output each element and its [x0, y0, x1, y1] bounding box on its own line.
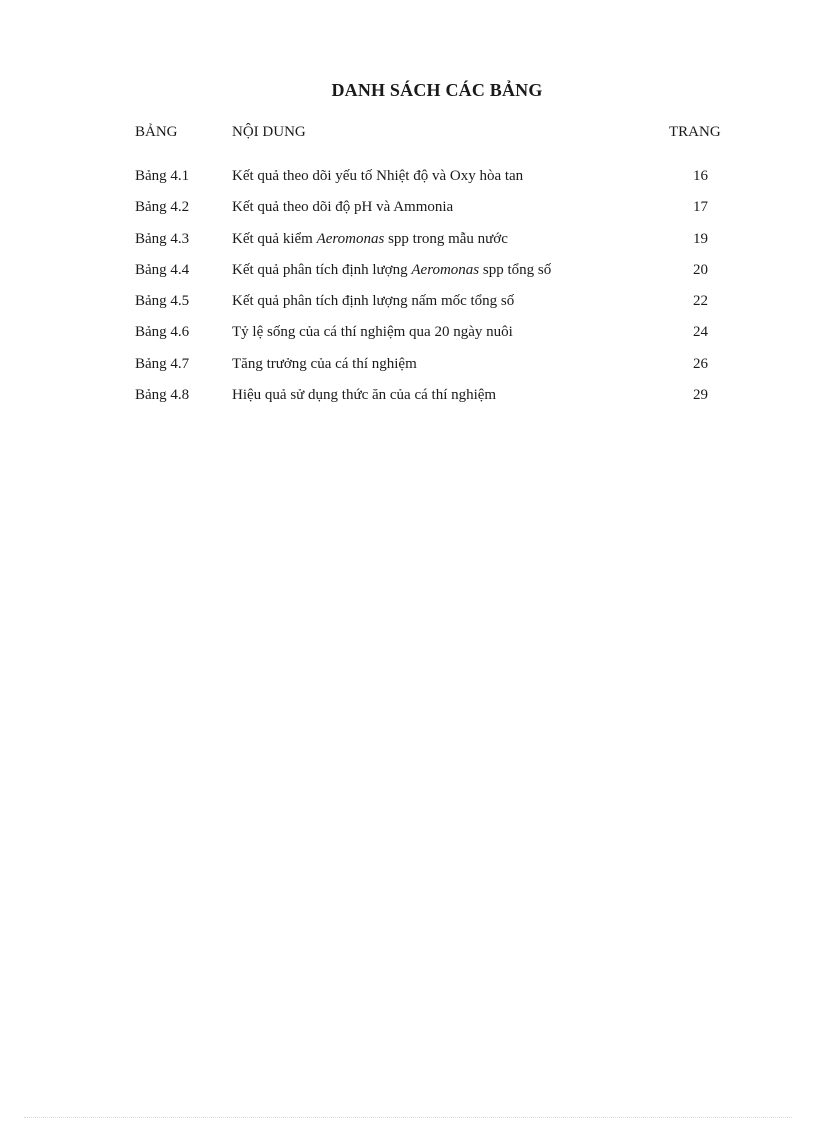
- page-title: DANH SÁCH CÁC BẢNG: [331, 80, 543, 100]
- row-content: Kết quả theo dõi độ pH và Ammonia: [232, 199, 454, 216]
- row-content: Tỷ lệ sống của cá thí nghiệm qua 20 ngày nuôi: [232, 324, 513, 341]
- row-label: Bảng 4.6: [135, 324, 190, 341]
- table-row: [0, 228, 816, 259]
- row-page: 16: [693, 168, 708, 184]
- row-content: Kết quả theo dõi yếu tố Nhiệt độ và Oxy hòa tan: [232, 168, 524, 184]
- row-content: Tăng trưởng của cá thí nghiệm: [232, 355, 417, 372]
- row-page: 29: [693, 387, 708, 404]
- table-header: [0, 124, 816, 146]
- row-label: Bảng 4.2: [135, 199, 190, 216]
- table-row: [0, 353, 816, 384]
- row-label: Bảng 4.8: [135, 387, 190, 404]
- row-page: 19: [693, 230, 708, 247]
- row-content: Kết quả kiểm Aeromonas spp trong mẫu nước: [232, 230, 508, 247]
- row-page: 17: [693, 199, 708, 216]
- row-content: Kết quả phân tích định lượng nấm mốc tổng số: [232, 293, 515, 310]
- table-row: [0, 384, 816, 415]
- table-list: [0, 165, 816, 415]
- row-page: 24: [693, 324, 708, 341]
- row-label: Bảng 4.5: [135, 293, 190, 310]
- row-page: 20: [693, 261, 708, 278]
- table-row: [0, 290, 816, 321]
- row-label: Bảng 4.7: [135, 355, 190, 372]
- page-bottom-divider: [24, 1117, 792, 1118]
- table-row: [0, 321, 816, 352]
- table-row: [0, 196, 816, 227]
- row-page: 22: [693, 293, 708, 310]
- row-content: Kết quả phân tích định lượng Aeromonas spp tổng số: [232, 261, 552, 278]
- row-label: Bảng 4.1: [135, 168, 190, 184]
- header-page: TRANG: [669, 124, 721, 140]
- row-label: Bảng 4.4: [135, 261, 190, 278]
- header-content: NỘI DUNG: [232, 124, 306, 140]
- table-row: [0, 259, 816, 290]
- header-label: BẢNG: [135, 124, 178, 140]
- row-page: 26: [693, 355, 708, 372]
- row-label: Bảng 4.3: [135, 230, 190, 247]
- table-row: [0, 165, 816, 196]
- row-content: Hiệu quả sử dụng thức ăn của cá thí nghiệm: [232, 387, 497, 404]
